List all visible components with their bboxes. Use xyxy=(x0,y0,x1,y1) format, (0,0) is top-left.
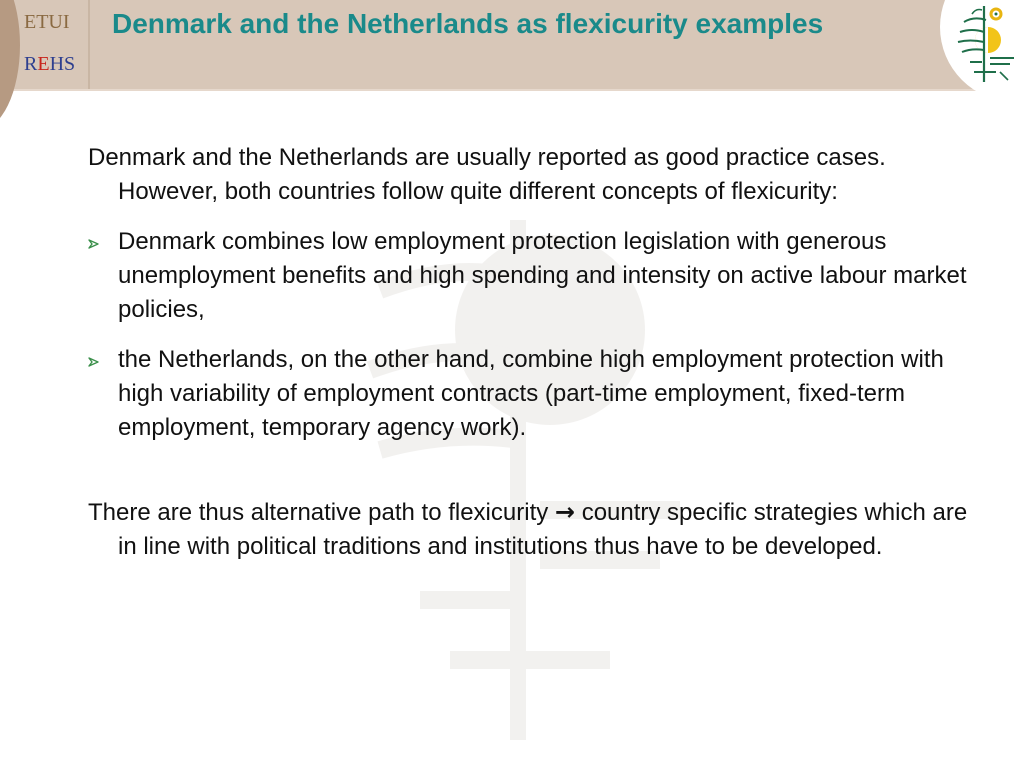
slide-body xyxy=(88,141,988,564)
bullet-text-netherlands: the Netherlands, on the other hand, combine high employment protection with high variability of employment contracts (part-time employment, fixed-term employment, temporary agency work). xyxy=(118,346,944,441)
header-rule xyxy=(0,89,1024,91)
right-arrow-icon: → xyxy=(554,498,576,526)
bullet-item-denmark xyxy=(88,225,988,327)
bullet-item-netherlands xyxy=(88,343,988,445)
slide-title: Denmark and the Netherlands as flexicurity examples xyxy=(112,8,824,39)
conclusion-text-before: There are thus alternative path to flexicurity xyxy=(88,499,549,526)
arrowhead-bullet-icon xyxy=(88,239,100,249)
organisation-emblem-icon xyxy=(950,2,1018,84)
arrowhead-bullet-icon xyxy=(88,357,100,367)
conclusion-text-after: country specific strategies which are in line with political traditions and institutions thus have to be developed. xyxy=(118,499,968,560)
header-left-arc xyxy=(0,0,20,130)
logo-rehs-r: R xyxy=(24,53,38,75)
logo-rehs-hs: HS xyxy=(49,53,76,75)
bullet-text-denmark: Denmark combines low employment protection legislation with generous unemployment benefits and high spending and intensity on active labour market policies, xyxy=(118,228,967,323)
logo-rehs-e: E xyxy=(37,53,50,75)
logo-etui: ETUI xyxy=(24,11,70,33)
intro-paragraph: Denmark and the Netherlands are usually reported as good practice cases. However, both countries follow quite different concepts of flexicurity: xyxy=(88,144,886,205)
logo-rehs xyxy=(24,52,75,76)
logo-divider xyxy=(88,0,90,89)
conclusion-paragraph xyxy=(88,495,988,564)
